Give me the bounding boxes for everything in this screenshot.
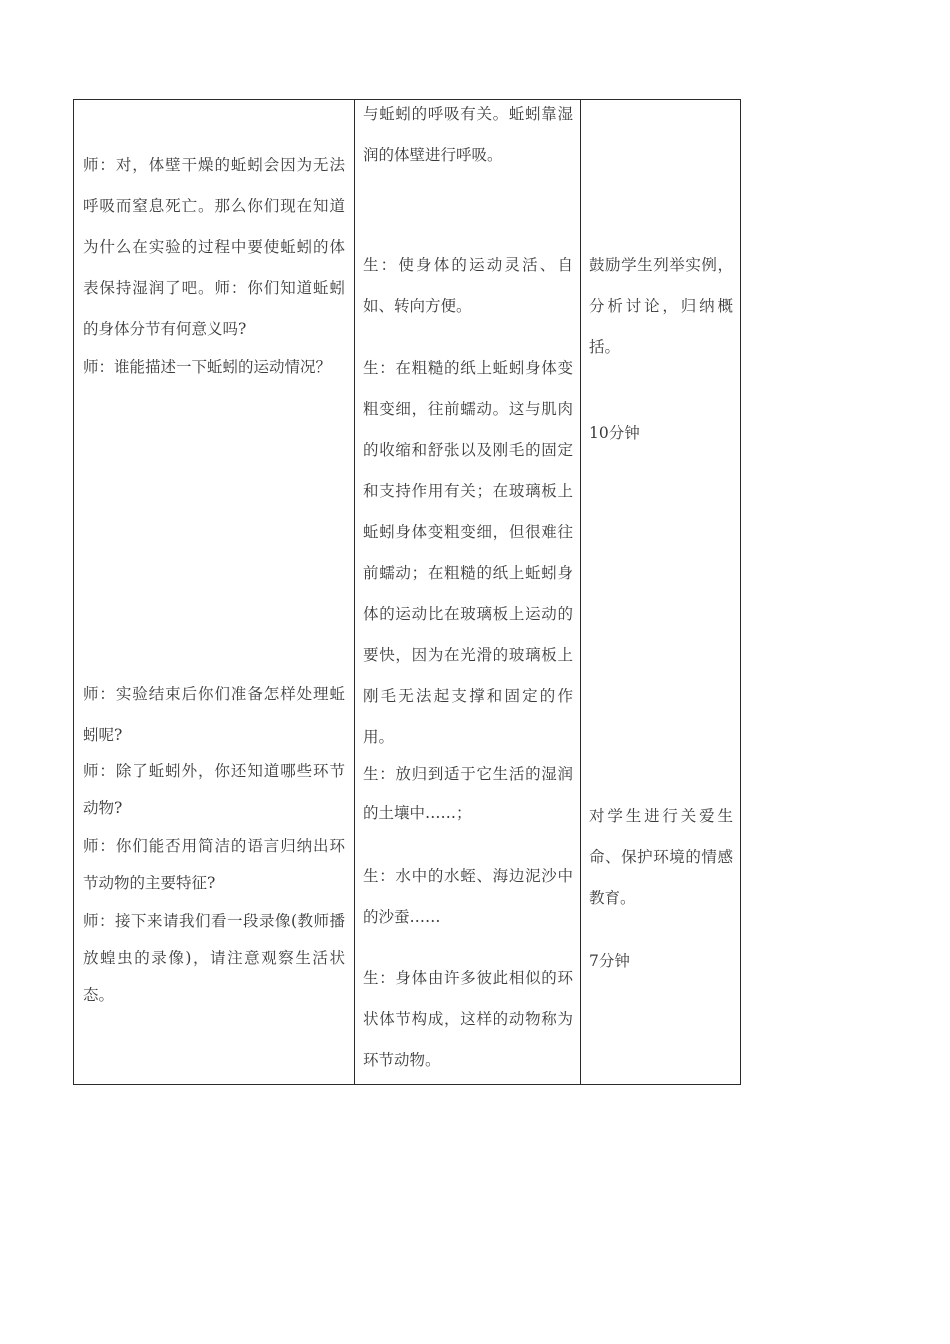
student-response: 生：在粗糙的纸上蚯蚓身体变粗变细，往前蠕动。这与肌肉的收缩和舒张以及刚毛的固定和支持作用有关；在玻璃板上蚯蚓身体变粗变细，但很难往前蠕动；在粗糙的纸上蚯蚓身体的运动比在玻璃板上运动的要快，因为在光滑的玻璃板上刚毛无法起支撑和固定的作用。	[363, 359, 573, 746]
time-label: 7分钟	[589, 952, 630, 970]
student-response: 与蚯蚓的呼吸有关。蚯蚓靠湿润的体壁进行呼吸。	[363, 105, 573, 164]
student-response: 生：水中的水蛭、海边泥沙中的沙蚕……	[363, 867, 573, 926]
teaching-note: 鼓励学生列举实例，分析讨论，归纳概括。	[589, 256, 733, 356]
teacher-remark: 师：除了蚯蚓外，你还知道哪些环节动物?	[83, 762, 345, 817]
student-response: 生：身体由许多彼此相似的环状体节构成，这样的动物称为环节动物。	[363, 969, 573, 1069]
student-response: 生：放归到适于它生活的湿润的土壤中……；	[363, 765, 573, 822]
teacher-remark: 师：对，体壁干燥的蚯蚓会因为无法呼吸而窒息死亡。那么你们现在知道为什么在实验的过程中要使蚯蚓的体表保持湿润了吧。师：你们知道蚯蚓的身体分节有何意义吗?	[83, 156, 345, 338]
column-divider	[580, 100, 581, 1084]
teacher-remark: 师：实验结束后你们准备怎样处理蚯蚓呢?	[83, 685, 345, 744]
column-divider	[354, 100, 355, 1084]
teacher-remark: 师：接下来请我们看一段录像(教师播放蝗虫的录像)，请注意观察生活状态。	[83, 912, 345, 1004]
time-label: 10分钟	[589, 424, 640, 442]
teacher-remark: 师：谁能描述一下蚯蚓的运动情况？	[83, 358, 332, 376]
lesson-table	[73, 99, 741, 1085]
teaching-note: 对学生进行关爱生命、保护环境的情感教育。	[589, 807, 733, 907]
teacher-remark: 师：你们能否用简洁的语言归纳出环节动物的主要特征?	[83, 837, 345, 892]
student-response: 生：使身体的运动灵活、自如、转向方便。	[363, 256, 573, 315]
